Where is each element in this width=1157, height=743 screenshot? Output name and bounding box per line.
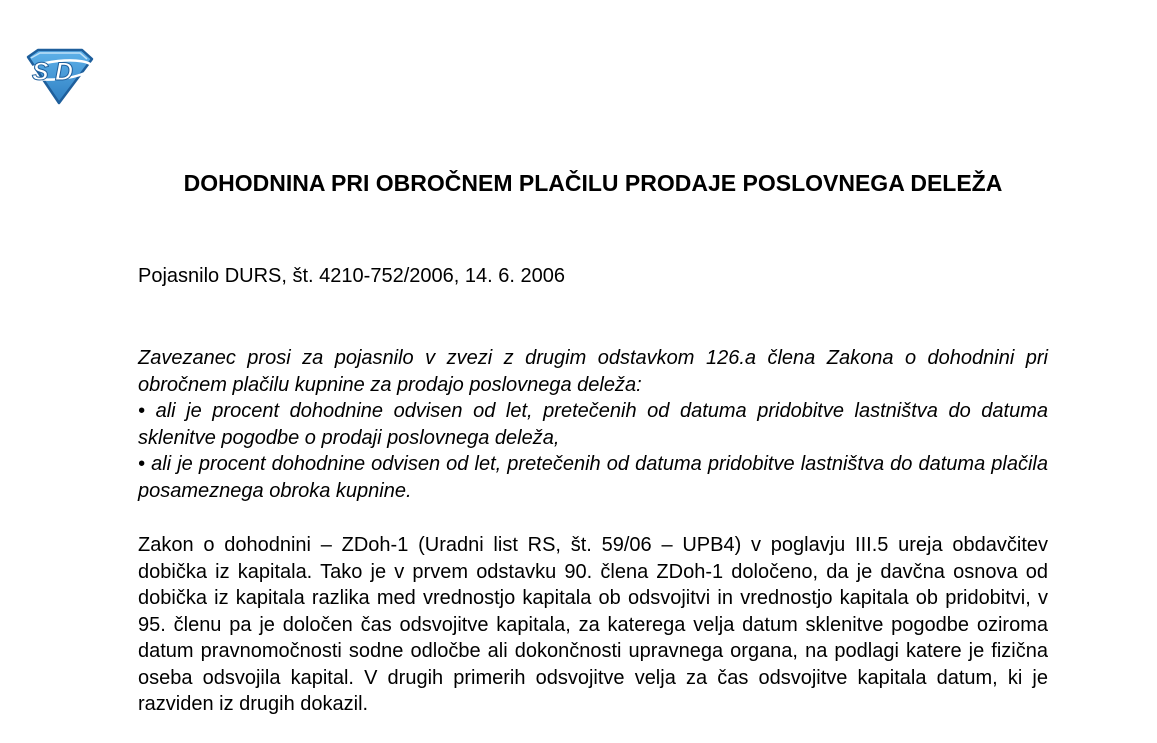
question-bullet-1: • ali je procent dohodnine odvisen od let, pretečenih od datuma pridobitve lastništva do datuma sklenitve pogodbe o prodaji poslovnega deleža,	[138, 400, 1048, 449]
sd-shield-logo-icon	[22, 47, 96, 105]
question-bullet-2: • ali je procent dohodnine odvisen od let, pretečenih od datuma pridobitve lastništva do datuma plačila posameznega obroka kupnine.	[138, 453, 1048, 502]
question-intro: Zavezanec prosi za pojasnilo v zvezi z drugim odstavkom 126.a člena Zakona o dohodnini pri obročnem plačilu kupnine za prodajo poslovnega deleža:	[138, 347, 1048, 396]
svg-text:D: D	[55, 58, 74, 86]
document-title: DOHODNINA PRI OBROČNEM PLAČILU PRODAJE POSLOVNEGA DELEŽA	[183, 170, 1003, 196]
document-subtitle: Pojasnilo DURS, št. 4210-752/2006, 14. 6. 2006	[138, 265, 565, 287]
svg-text:S: S	[32, 58, 49, 86]
answer-paragraph: Zakon o dohodnini – ZDoh-1 (Uradni list RS, št. 59/06 – UPB4) v poglavju III.5 ureja obdavčitev dobička iz kapitala. Tako je v prvem odstavku 90. člena ZDoh-1 določeno, da je davčna osnova od dobička iz kapitala razlika med vrednostjo kapitala ob odsvojitvi in vrednostjo kapitala ob pridobitvi, v 95. členu pa je določen čas odsvojitve kapitala, za katerega velja datum sklenitve pogodbe oziroma datum pravnomočnosti sodne odločbe ali dokončnosti upravnega organa, na podlagi katere je fizična oseba odsvojila kapital. V drugih primerih odsvojitve velja za čas odsvojitve kapitala datum, ki je razviden iz drugih dokazil.	[138, 534, 1048, 715]
question-block	[138, 345, 1048, 504]
